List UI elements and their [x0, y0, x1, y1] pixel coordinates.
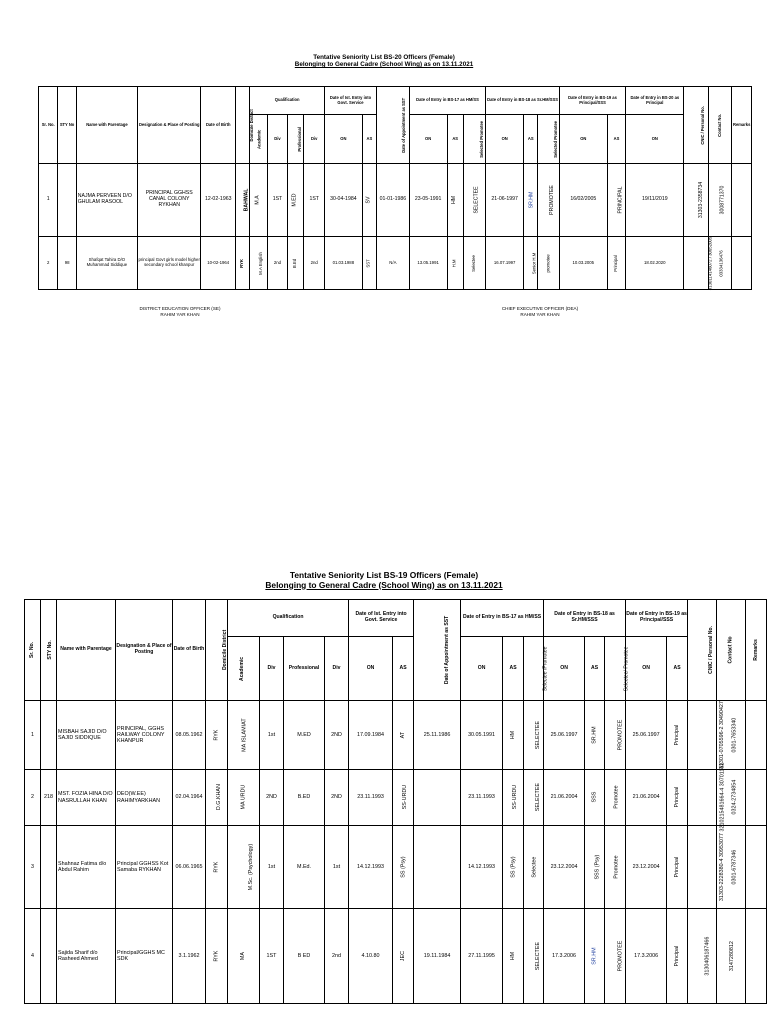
cell-bs17-sel: Selectee — [524, 826, 544, 909]
cell-govt-as: SS-URDU — [393, 770, 414, 826]
cell-academic: MA ISLAMIAT — [228, 701, 260, 770]
cell-bs17-on: 30.05.1991 — [461, 701, 503, 770]
hdr-bs18: Date of Entry in BS-18 as Sr.HM/SSS — [486, 87, 560, 115]
cell-professional: B.Ed — [288, 237, 304, 290]
cell-govt-as: SST — [362, 237, 376, 290]
cell-bs18-as: SR.HM — [585, 909, 605, 1004]
cell-professional: B.ED — [284, 770, 325, 826]
hdr-contact: Contact No — [717, 600, 746, 701]
cell-name: Sajida Sharif d/o Rasheed Ahmed — [57, 909, 116, 1004]
hdr-remarks: Remarks — [732, 87, 752, 164]
hdr-div: Div — [304, 115, 324, 164]
hdr-govt-entry: Date of Ist. Entry into Govt. Service — [349, 600, 414, 637]
cell-name: MST. FOZIA HINA D/O NASRULLAH KHAN — [57, 770, 116, 826]
cell-dob: 12-02-1963 — [201, 164, 236, 237]
cell-div: 1st — [260, 701, 284, 770]
cell-dob: 06.06.1965 — [173, 826, 206, 909]
hdr-on: ON — [559, 115, 607, 164]
cell-dob: 10-02-1964 — [201, 237, 236, 290]
cell-bs17-sel: Selectee — [463, 237, 485, 290]
cell-sty — [41, 701, 57, 770]
cell-sst: 19.11.1984 — [414, 909, 461, 1004]
signature-ceo-place: RAHIM YAR KHAN — [520, 312, 560, 318]
cell-bs17-as: HM — [447, 164, 463, 237]
cell-cnic: 3210215481664-4 30701162 — [688, 770, 717, 826]
cell-govt-as: AT — [393, 701, 414, 770]
hdr-as: AS — [393, 637, 414, 701]
cell-bs18-on: 25.06.1997 — [544, 701, 585, 770]
cell-div: 2ND — [325, 701, 349, 770]
cell-sty: 218 — [41, 770, 57, 826]
signature-deo-place: RAHIM YAR KHAN — [160, 312, 200, 318]
cell-domicile: RYK — [206, 826, 228, 909]
cell-bs18-sel: PROMOTEE — [605, 909, 626, 1004]
cell-bs19-as: Principal — [667, 770, 688, 826]
cell-div: 1ST — [267, 164, 287, 237]
table-row — [25, 826, 767, 909]
table-row — [25, 701, 767, 770]
hdr-name: Name with Parentage — [76, 87, 137, 164]
cell-bs17-as: SS-URDU — [503, 770, 524, 826]
hdr-as: AS — [447, 115, 463, 164]
hdr-dob: Date of Birth — [173, 600, 206, 701]
cell-govt-on: 4.10.80 — [349, 909, 393, 1004]
cell-div: 1st — [325, 826, 349, 909]
hdr-on: ON — [409, 115, 447, 164]
cell-bs18-on: 16.07.1997 — [486, 237, 524, 290]
cell-sty: 98 — [58, 237, 76, 290]
hdr-academic: Academic — [228, 637, 260, 701]
cell-academic: M.A — [250, 164, 267, 237]
hdr-on: ON — [486, 115, 524, 164]
cell-bs19-as: Principal — [667, 826, 688, 909]
cell-div: 2ND — [260, 770, 284, 826]
hdr-bs20: Date of Entry in BS-20 as Principal — [626, 87, 684, 115]
cell-bs17-on: 14.12.1993 — [461, 826, 503, 909]
table-row — [39, 164, 752, 237]
cell-govt-as: SV — [362, 164, 376, 237]
hdr-as: AS — [585, 637, 605, 701]
hdr-sty: STY No. — [41, 600, 57, 701]
hdr-name: Name with Parentage — [57, 600, 116, 701]
cell-cnic: 31303-2358734 — [684, 164, 709, 237]
cell-bs18-as: SR.HM — [585, 701, 605, 770]
cell-designation: principal Govt girls model higher secondary school khanpur — [138, 237, 201, 290]
cell-sty — [41, 909, 57, 1004]
cell-sst: 01-01-1986 — [377, 164, 410, 237]
hdr-dob: Date of Birth — [201, 87, 236, 164]
cell-bs18-as: SSS — [585, 770, 605, 826]
cell-bs17-sel: SELECTEE — [524, 770, 544, 826]
hdr-selectee-promotee: Selectee/ Promotee — [605, 637, 626, 701]
cell-remarks — [746, 701, 767, 770]
hdr-contact: Contact No. — [708, 87, 731, 164]
cell-bs18-sel: promotee — [538, 237, 559, 290]
cell-div: 2nd — [304, 237, 324, 290]
hdr-on: ON — [626, 115, 684, 164]
cell-bs18-sel: Promotee — [605, 826, 626, 909]
hdr-bs19: Date of Entry in BS-19 as Principal/SSS — [626, 600, 688, 637]
cell-bs18-on: 21-06-1997 — [486, 164, 524, 237]
cell-sr: 1 — [25, 701, 41, 770]
hdr-as: AS — [607, 115, 625, 164]
cell-academic: MA — [228, 909, 260, 1004]
cell-sr: 2 — [39, 237, 58, 290]
cell-contact: 0324-2734854 — [717, 770, 746, 826]
cell-designation: Principal/GGHS MC SDK — [116, 909, 173, 1004]
hdr-sr: Sr. No. — [25, 600, 41, 701]
hdr-bs19: Date of Entry in BS-19 as Principal/SSS — [559, 87, 625, 115]
bs20-seniority-table — [38, 86, 752, 290]
bs19-title — [0, 571, 768, 590]
cell-bs17-on: 27.11.1995 — [461, 909, 503, 1004]
cell-professional: M.ED — [284, 701, 325, 770]
cell-bs18-on: 23.12.2004 — [544, 826, 585, 909]
cell-dob: 3.1.1962 — [173, 909, 206, 1004]
cell-bs19-as: Principal — [667, 701, 688, 770]
cell-sty — [41, 826, 57, 909]
hdr-as: AS — [667, 637, 688, 701]
cell-bs17-sel: SELECTEE — [463, 164, 485, 237]
cell-govt-as: SS (Psy) — [393, 826, 414, 909]
hdr-sty: STY No — [58, 87, 76, 164]
cell-sr: 4 — [25, 909, 41, 1004]
cell-domicile: D.G.KHAN — [206, 770, 228, 826]
cell-domicile: RYK — [206, 909, 228, 1004]
cell-bs18-sel: PROMOTEE — [605, 701, 626, 770]
cell-bs19-on: 23.12.2004 — [626, 826, 667, 909]
hdr-domicile: Domicile District — [206, 600, 228, 701]
cell-bs18-as: SR.HM — [524, 164, 538, 237]
cell-govt-as: JEC — [393, 909, 414, 1004]
cell-bs17-on: 23-05-1991 — [409, 164, 447, 237]
cell-academic: M.A English — [250, 237, 267, 290]
signature-deo-title: DISTRICT EDUCATION OFFICER (SE) — [139, 306, 221, 311]
cell-professional: M.ED — [288, 164, 304, 237]
hdr-on: ON — [626, 637, 667, 701]
hdr-selected-promotee: Selected Promotee — [538, 115, 559, 164]
cell-sst — [414, 770, 461, 826]
cell-cnic: 3130406187466 — [688, 909, 717, 1004]
cell-bs18-sel: Promotee — [605, 770, 626, 826]
hdr-bs17: Date of Entry in BS-17 as HM/SS — [461, 600, 544, 637]
cell-bs18-as: SSS (Psy) — [585, 826, 605, 909]
hdr-bs18: Date of Entry in BS-18 as Sr.HM/SSS — [544, 600, 626, 637]
cell-govt-on: 30-04-1984 — [324, 164, 362, 237]
cell-bs19-on: 21.06.2004 — [626, 770, 667, 826]
cell-sty — [58, 164, 76, 237]
hdr-as: AS — [362, 115, 376, 164]
cell-sr: 1 — [39, 164, 58, 237]
cell-remarks — [732, 237, 752, 290]
cell-bs17-as: H.M — [447, 237, 463, 290]
cell-bs17-as: SS (Psy) — [503, 826, 524, 909]
cell-cnic: 31303-2228380-4 30953077 — [688, 826, 717, 909]
cell-name: Shahnaz Fatima d/o Abdul Rahim — [57, 826, 116, 909]
cell-bs18-on: 21.06.2004 — [544, 770, 585, 826]
hdr-remarks: Remarks — [746, 600, 767, 701]
cell-div: 1ST — [260, 909, 284, 1004]
cell-designation: PRINCIPAL, GGHS RAILWAY COLONY KHANPUR — [116, 701, 173, 770]
cell-bs18-sel: PROMOTEE — [538, 164, 559, 237]
cell-sr: 3 — [25, 826, 41, 909]
hdr-div: Div — [325, 637, 349, 701]
hdr-as: AS — [524, 115, 538, 164]
bs20-title-line2: Belonging to General Cadre (School Wing) as on 13.11.2021 — [294, 61, 474, 69]
table-row — [25, 909, 767, 1004]
cell-designation: PRINCIPAL GGHSS CANAL COLONY RYKHAN — [138, 164, 201, 237]
cell-bs17-on: 23.11.1993 — [461, 770, 503, 826]
cell-govt-on: 14.12.1993 — [349, 826, 393, 909]
cell-sr: 2 — [25, 770, 41, 826]
cell-govt-on: 23.11.1993 — [349, 770, 393, 826]
cell-designation: Principal GGHSS Kot Samaba RYKHAN — [116, 826, 173, 909]
bs20-title-line1: Tentative Seniority List BS-20 Officers (Female) — [313, 54, 455, 61]
cell-name: NAJMA PERVEEN D/O GHULAM RASOOL — [76, 164, 137, 237]
cell-domicile: BAHWAL — [236, 164, 250, 237]
cell-div: 2nd — [267, 237, 287, 290]
hdr-qualification: Qualification — [250, 87, 325, 115]
cell-div: 1ST — [304, 164, 324, 237]
cell-sst — [414, 826, 461, 909]
cell-dob: 02.04.1964 — [173, 770, 206, 826]
cell-cnic: 3130114146072 / 30652005 — [684, 237, 709, 290]
hdr-on: ON — [324, 115, 362, 164]
hdr-bs17: Date of Entry in BS-17 as HM/SS — [409, 87, 486, 115]
hdr-on: ON — [349, 637, 393, 701]
hdr-cnic: CNIC / Personal No. — [684, 87, 709, 164]
cell-remarks — [746, 909, 767, 1004]
hdr-div: Div — [267, 115, 287, 164]
cell-bs18-on: 17.3.2006 — [544, 909, 585, 1004]
hdr-on: ON — [544, 637, 585, 701]
cell-contact: 3147280812 — [717, 909, 746, 1004]
hdr-appointment-sst: Date of Appointment as SST — [414, 600, 461, 701]
hdr-designation: Designation & Place of Posting — [116, 600, 173, 701]
cell-remarks — [732, 164, 752, 237]
cell-academic: M.Sc. (Psychology) — [228, 826, 260, 909]
cell-designation: DEO(W.EE) RAHIMYARKHAN — [116, 770, 173, 826]
hdr-on: ON — [461, 637, 503, 701]
cell-remarks — [746, 770, 767, 826]
signature-deo — [100, 306, 260, 318]
hdr-sr: Sr. No. — [39, 87, 58, 164]
bs19-seniority-table — [24, 599, 767, 1004]
cell-bs19-on: 17.3.2006 — [626, 909, 667, 1004]
cell-professional: M.Ed. — [284, 826, 325, 909]
cell-contact: 0301-6787346 — [717, 826, 746, 909]
cell-cnic: 31301-0705596-2 30490427 — [688, 701, 717, 770]
hdr-appointment-sst: Date of Appointment as SST — [377, 87, 410, 164]
cell-contact: 0301-7653340 — [717, 701, 746, 770]
cell-div: 1st — [260, 826, 284, 909]
table-row — [25, 770, 767, 826]
cell-div: 2nd — [325, 909, 349, 1004]
hdr-qualification: Qualification — [228, 600, 349, 637]
cell-name: MISBAH SAJID D/O SAJID SIDDIQUE — [57, 701, 116, 770]
hdr-cnic: CNIC / Personal No. — [688, 600, 717, 701]
cell-bs17-sel: SELECTEE — [524, 701, 544, 770]
hdr-professional: Professional — [288, 115, 304, 164]
cell-academic: MA URDU — [228, 770, 260, 826]
signature-ceo — [460, 306, 620, 318]
cell-div: 2ND — [325, 770, 349, 826]
cell-bs19-on: 16/02/2005 — [559, 164, 607, 237]
cell-bs17-as: HM — [503, 701, 524, 770]
cell-bs17-sel: SELECTEE — [524, 909, 544, 1004]
cell-bs19-as: PRINCIPAL — [607, 164, 625, 237]
cell-bs19-on: 25.06.1997 — [626, 701, 667, 770]
cell-sst: N/A — [377, 237, 410, 290]
cell-contact: 3008771370 — [708, 164, 731, 237]
hdr-selected-promotee: Selected Promotee — [463, 115, 485, 164]
cell-contact: 03334136476 — [708, 237, 731, 290]
cell-bs17-as: HM — [503, 909, 524, 1004]
hdr-domicile: Domicile District — [236, 87, 250, 164]
bs20-title — [0, 54, 768, 68]
cell-sst: 25.11.1986 — [414, 701, 461, 770]
cell-domicile: RYK — [206, 701, 228, 770]
bs19-title-line1: Tentative Seniority List BS-19 Officers (Female) — [289, 570, 479, 580]
cell-bs17-on: 13.05.1991 — [409, 237, 447, 290]
hdr-professional: Professional — [284, 637, 325, 701]
hdr-designation: Designation & Place of Posting — [138, 87, 201, 164]
hdr-div: Div — [260, 637, 284, 701]
cell-bs19-as: Principal — [667, 909, 688, 1004]
cell-bs20-on: 18.02.2020 — [626, 237, 684, 290]
cell-bs19-as: Principal — [607, 237, 625, 290]
bs19-title-line2: Belonging to General Cadre (School Wing) as on 13.11.2021 — [265, 579, 503, 590]
cell-dob: 08.05.1962 — [173, 701, 206, 770]
cell-bs18-as: Senior H.M — [524, 237, 538, 290]
cell-professional: B ED — [284, 909, 325, 1004]
hdr-selectee-promotee: Selectee /Promotee — [524, 637, 544, 701]
cell-bs19-on: 10.03.2005 — [559, 237, 607, 290]
signature-ceo-title: CHIEF EXECUTIVE OFFICER (DEA) — [501, 306, 579, 311]
hdr-academic: Academic — [250, 115, 267, 164]
cell-domicile: RYK — [236, 237, 250, 290]
cell-remarks — [746, 826, 767, 909]
cell-name: Shafqat Tahira D/O Muhammad Siddique — [76, 237, 137, 290]
hdr-as: AS — [503, 637, 524, 701]
hdr-govt-entry: Date of Ist. Entry into Govt. Service — [324, 87, 376, 115]
table-row — [39, 237, 752, 290]
cell-govt-on: 01.03.1988 — [324, 237, 362, 290]
cell-bs20-on: 19/11/2019 — [626, 164, 684, 237]
cell-govt-on: 17.09.1984 — [349, 701, 393, 770]
